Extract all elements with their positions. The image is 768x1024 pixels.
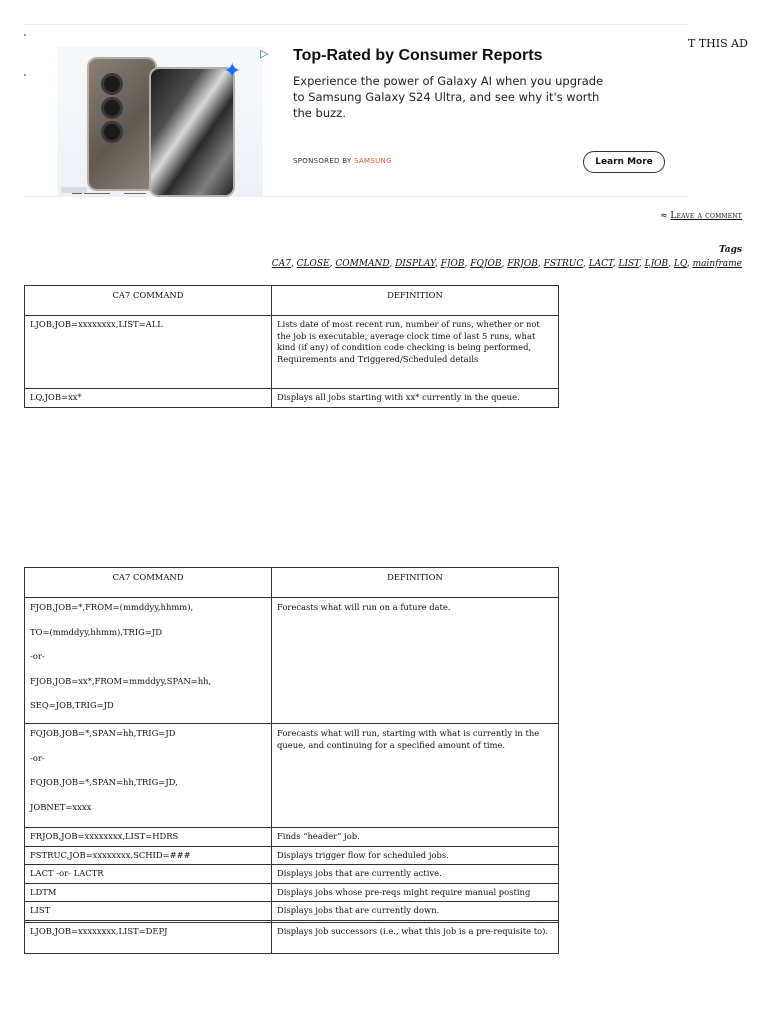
ad-sponsor-brand: SAMSUNG xyxy=(354,157,392,165)
definition-cell: Displays all jobs starting with xx* currently in the queue. xyxy=(272,389,559,408)
ad-product-image[interactable] xyxy=(57,47,263,197)
column-header-command: CA7 COMMAND xyxy=(25,286,272,316)
column-header-definition: DEFINITION xyxy=(272,286,559,316)
command-cell xyxy=(25,598,272,724)
command-line: JOBNET=xxxx xyxy=(30,801,92,812)
command-cell: LIST xyxy=(25,902,272,921)
table-row xyxy=(25,846,559,865)
divider xyxy=(124,193,146,194)
ca7-command-table-1 xyxy=(24,285,559,408)
ad-choices-icon[interactable]: ▷ xyxy=(260,47,269,60)
command-line: TO=(mmddyy,hhmm),TRIG=JD xyxy=(30,626,162,637)
column-header-definition: DEFINITION xyxy=(272,568,559,598)
command-cell: FRJOB,JOB=xxxxxxxx,LIST=HDRS xyxy=(25,828,272,847)
side-marker xyxy=(24,74,26,76)
table-row xyxy=(25,902,559,921)
phone-back-image xyxy=(87,57,157,191)
ca7-command-table-2 xyxy=(24,567,559,954)
column-header-command: CA7 COMMAND xyxy=(25,568,272,598)
report-ad-link[interactable]: T THIS AD xyxy=(688,37,748,50)
command-line: FJOB,JOB=xx*,FROM=mmddyy,SPAN=hh, xyxy=(30,675,212,686)
table-row xyxy=(25,922,559,953)
comment-bubble-icon: ≈ xyxy=(660,211,671,221)
leave-comment-link[interactable]: Leave a comment xyxy=(670,211,742,221)
definition-cell: Forecasts what will run, starting with what is currently in the queue, and continuing for a specified amount of time. xyxy=(272,724,559,828)
tag-link[interactable]: FQJOB xyxy=(470,259,502,269)
divider xyxy=(84,193,110,194)
advertisement[interactable] xyxy=(24,24,688,197)
command-line: FQJOB,JOB=*,SPAN=hh,TRIG=JD, xyxy=(30,777,178,787)
table-header-row xyxy=(25,286,559,316)
tag-list: CA7, CLOSE, COMMAND, DISPLAY, FJOB, FQJOB, FRJOB, FSTRUC, LACT, LIST, LJOB, LQ, mainframe xyxy=(271,259,742,269)
definition-cell: Displays jobs that are currently down. xyxy=(272,902,559,921)
command-line: -or- xyxy=(30,651,45,661)
tag-link[interactable]: COMMAND xyxy=(335,259,390,269)
ad-title[interactable]: Top-Rated by Consumer Reports xyxy=(293,47,543,64)
table-row xyxy=(25,724,559,828)
definition-cell: Displays job successors (i.e., what this job is a pre-requisite to). xyxy=(272,922,559,953)
command-line: SEQ=JOB,TRIG=JD xyxy=(30,700,114,710)
definition-cell: Displays trigger flow for scheduled jobs. xyxy=(272,846,559,865)
table-row xyxy=(25,828,559,847)
tag-link[interactable]: CA7 xyxy=(271,259,291,269)
table-row xyxy=(25,865,559,884)
command-cell: LQ,JOB=xx* xyxy=(25,389,272,408)
table-header-row xyxy=(25,568,559,598)
ad-body-text: Experience the power of Galaxy AI when you upgrade to Samsung Galaxy S24 Ultra, and see why it's worth the buzz. xyxy=(293,74,604,120)
command-line: -or- xyxy=(30,752,45,763)
tag-link[interactable]: LACT xyxy=(588,259,613,269)
command-cell: FSTRUC,JOB=xxxxxxxx,SCHID=### xyxy=(25,846,272,865)
table-row xyxy=(25,883,559,902)
definition-cell: Finds “header” job. xyxy=(272,828,559,847)
tag-link[interactable]: DISPLAY xyxy=(395,259,435,269)
command-line: FQJOB,JOB=*,SPAN=hh,TRIG=JD xyxy=(30,728,176,738)
camera-lens xyxy=(101,97,123,119)
sparkle-icon: ✦ xyxy=(223,59,242,84)
tags-heading: Tags xyxy=(718,245,742,255)
tag-link[interactable]: FRJOB xyxy=(507,259,538,269)
camera-lens xyxy=(101,121,123,143)
phone-front-image xyxy=(149,67,235,197)
tag-link[interactable]: mainframe xyxy=(692,259,742,269)
definition-cell: Forecasts what will run on a future date. xyxy=(272,598,559,724)
command-cell: LJOB,JOB=xxxxxxxx,LIST=DEPJ xyxy=(25,922,272,953)
divider xyxy=(72,193,82,194)
command-cell: LACT -or- LACTR xyxy=(25,865,272,884)
leave-comment xyxy=(660,211,742,221)
table-row xyxy=(25,389,559,408)
definition-cell: Displays jobs that are currently active. xyxy=(272,865,559,884)
tag-link[interactable]: LJOB xyxy=(644,259,669,269)
tag-link[interactable]: LIST xyxy=(618,259,639,269)
command-cell: LDTM xyxy=(25,883,272,902)
tag-link[interactable]: LQ xyxy=(673,259,687,269)
tag-link[interactable]: CLOSE xyxy=(296,259,330,269)
table-row xyxy=(25,316,559,389)
definition-cell: Displays jobs whose pre-reqs might require manual posting xyxy=(272,883,559,902)
command-cell: LJOB,JOB=xxxxxxxx,LIST=ALL xyxy=(25,316,272,389)
ad-sponsor-prefix: SPONSORED BY xyxy=(293,157,355,165)
learn-more-button[interactable]: Learn More xyxy=(583,151,665,173)
side-marker xyxy=(24,34,26,36)
definition-cell: Lists date of most recent run, number of runs, whether or not the job is executable, average clock time of last 5 runs, what kind (if any) of condition code checking is being performed, Requirements and Triggered/Scheduled details xyxy=(272,316,559,389)
ad-sponsor xyxy=(293,157,392,165)
command-line: FJOB,JOB=*,FROM=(mmddyy,hhmm), xyxy=(30,602,194,612)
camera-lens xyxy=(101,73,123,95)
tag-link[interactable]: FSTRUC xyxy=(543,259,583,269)
command-cell xyxy=(25,724,272,828)
table-row xyxy=(25,598,559,724)
tag-link[interactable]: FJOB xyxy=(440,259,465,269)
